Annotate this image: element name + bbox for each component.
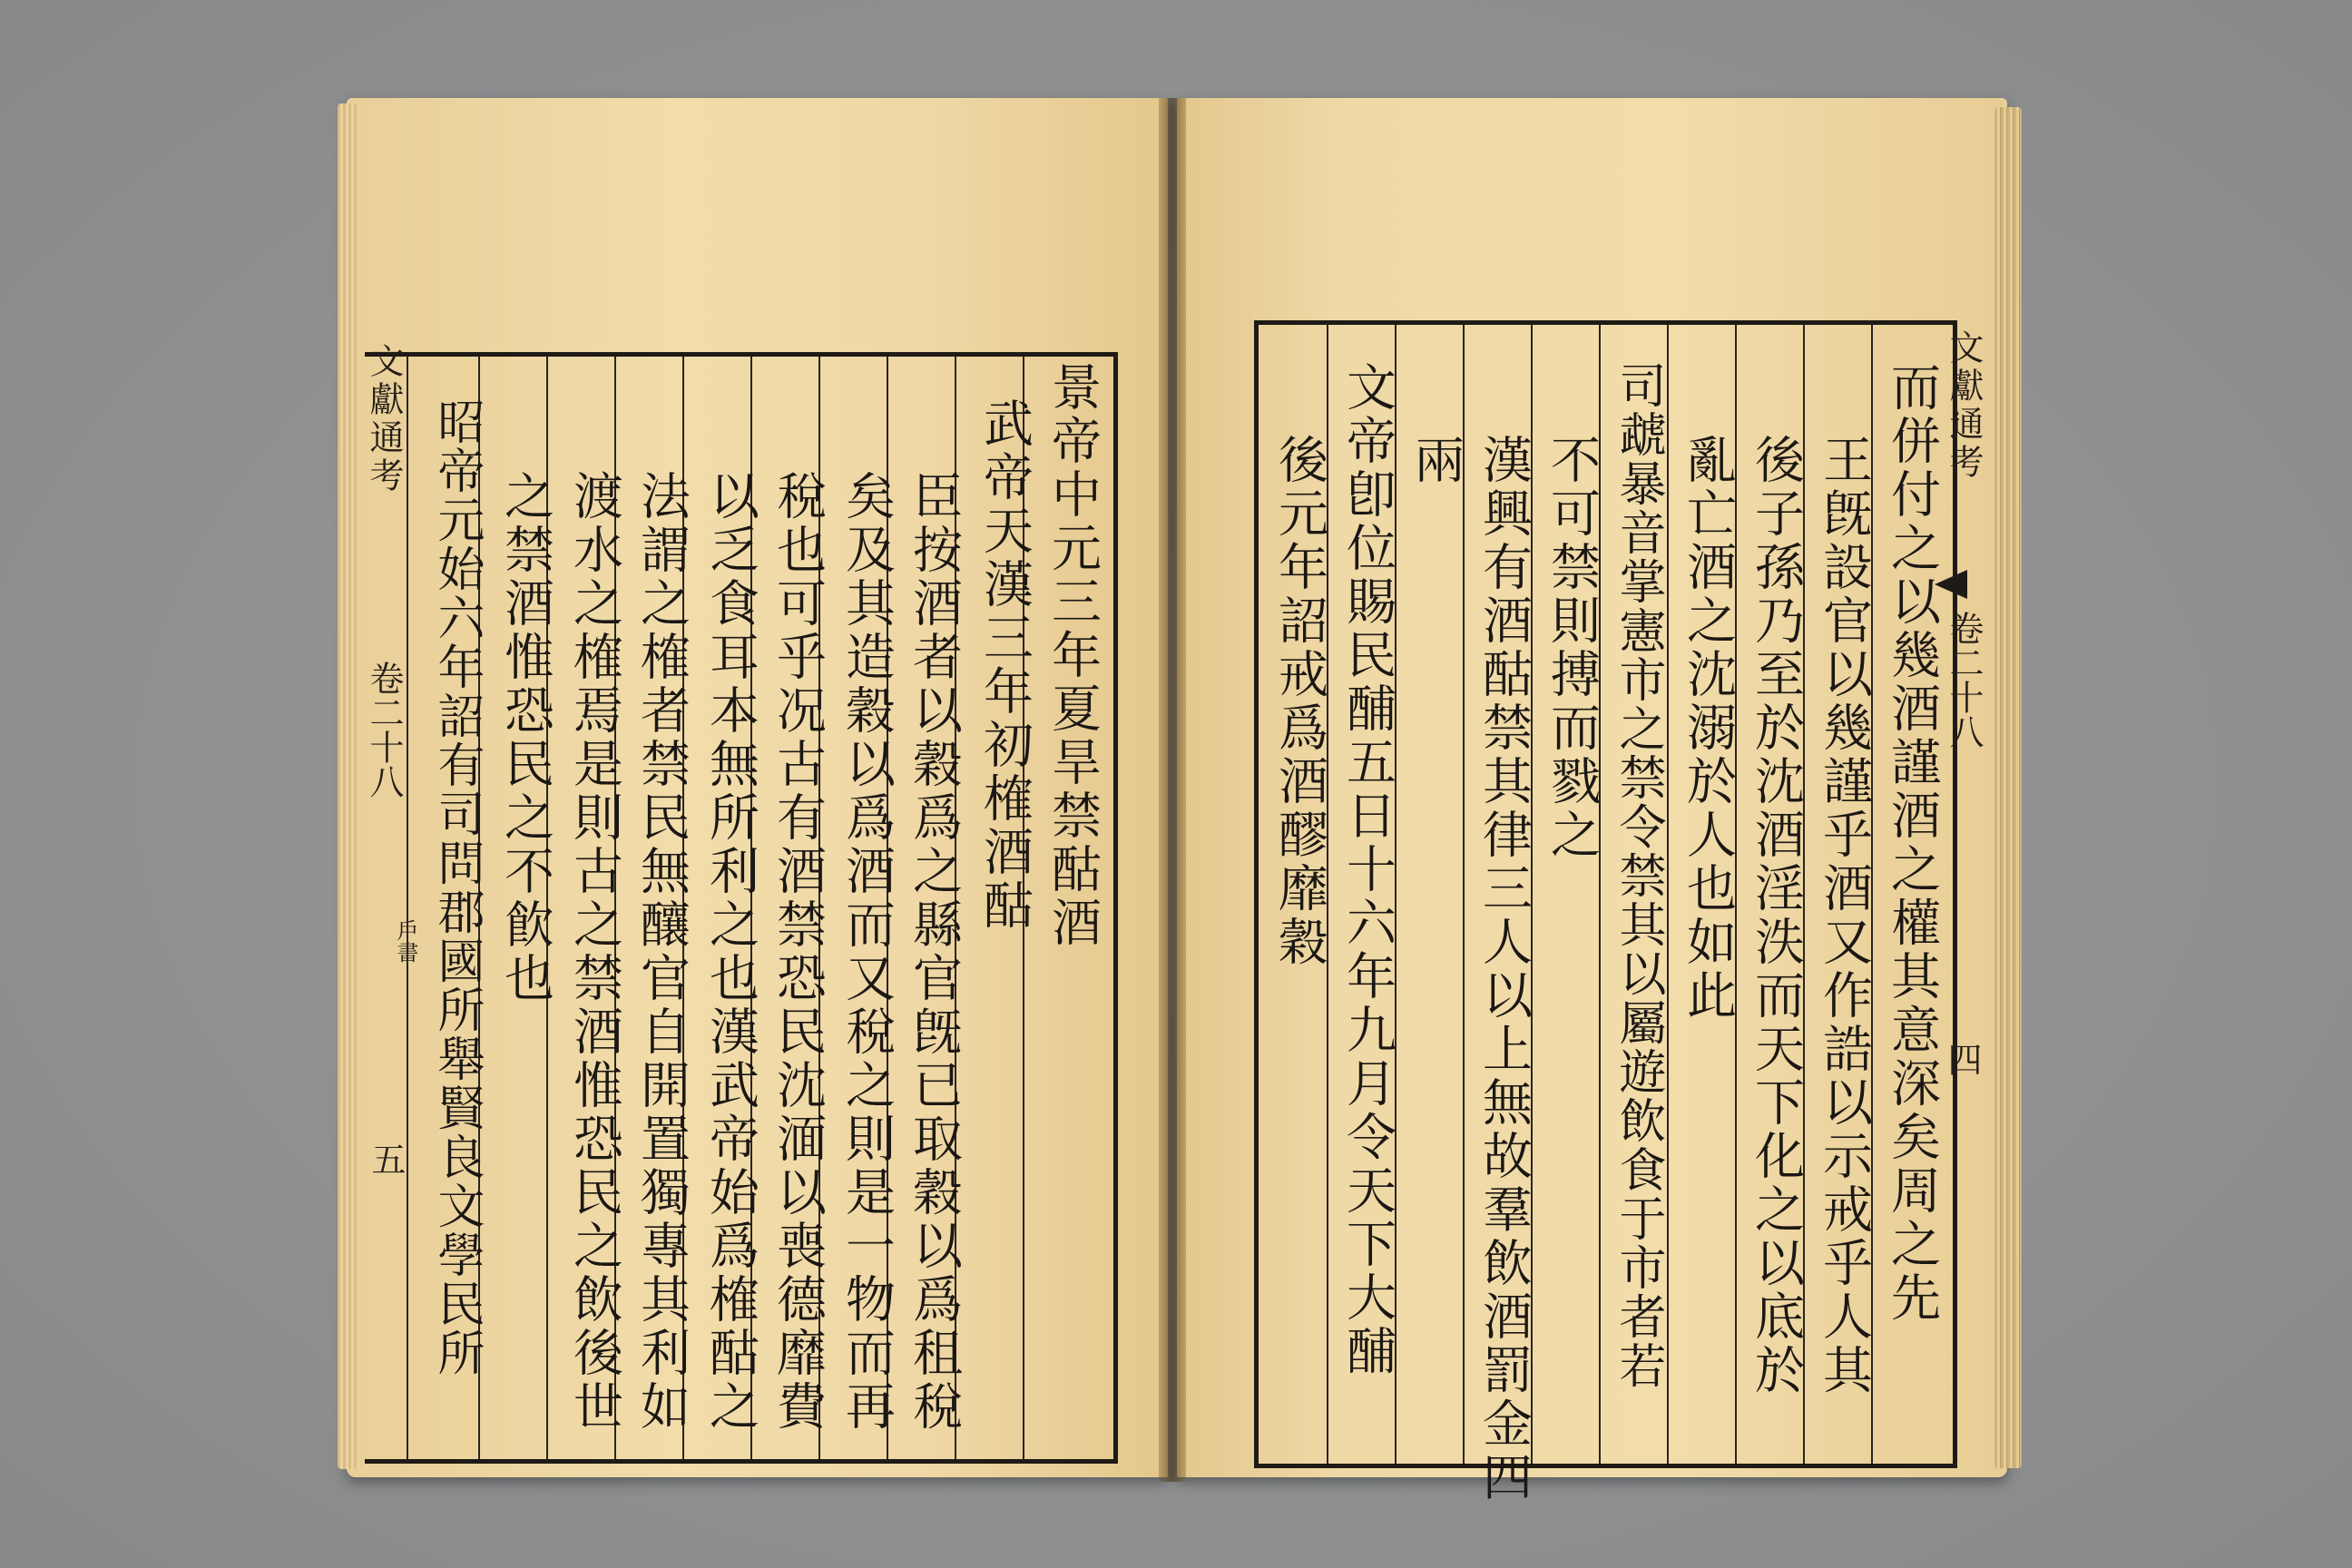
left-page (347, 98, 1168, 1477)
left-page-number: 五 (366, 1142, 406, 1176)
right-column-10: 後元年詔戒爲酒醪靡穀 (1270, 434, 1328, 969)
right-page-edge (1994, 107, 2022, 1468)
right-center-strip-chapter: 卷二十八 (1944, 611, 1984, 749)
left-page-edge (338, 103, 358, 1469)
left-column-5: 稅也可乎况古有酒禁恐民沈湎以喪德靡費 (769, 470, 827, 1434)
right-column-3: 後子孫乃至於沈酒淫泆而天下化之以底於 (1747, 434, 1805, 1397)
right-center-strip-title: 文獻通考 (1944, 329, 1984, 482)
right-column-5: 司虣暴音掌憲市之禁令禁其以屬遊飲食于市者若 (1611, 361, 1665, 1390)
left-column-7: 法謂之榷者禁民無釀官自開置獨專其利如 (632, 470, 691, 1434)
book-gutter (1159, 98, 1186, 1482)
left-column-10: 昭帝元始六年詔有司問郡國所舉賢良文學民所 (429, 397, 484, 1377)
rule-line (1463, 325, 1465, 1464)
open-book (347, 98, 2007, 1504)
right-column-9: 文帝卽位賜民酺五日十六年九月令天下大酺 (1338, 361, 1396, 1378)
left-column-4: 矣及其造穀以爲酒而又稅之則是一物而再 (838, 470, 896, 1434)
left-center-strip-title: 文獻通考 (364, 343, 404, 495)
left-center-strip-chapter: 卷二十八 (364, 661, 404, 799)
right-page (1177, 98, 2007, 1504)
left-column-2: 武帝天漢三年初榷酒酤 (975, 397, 1034, 933)
left-column-9: 之禁酒惟恐民之不飮也 (496, 470, 554, 1005)
left-column-1: 景帝中元三年夏旱禁酤酒 (1044, 361, 1102, 950)
left-column-8: 渡水之榷焉是則古之禁酒惟恐民之飲後世 (565, 470, 623, 1434)
right-column-7: 漢興有酒酤禁其律三人以上無故羣飲酒罰金四 (1475, 434, 1533, 1504)
left-center-strip-section: 戶書 (393, 919, 418, 963)
right-column-1: 而併付之以幾酒謹酒之權其意深矣周之先 (1883, 361, 1941, 1325)
right-column-2: 王旣設官以幾謹乎酒又作誥以示戒乎人其 (1815, 434, 1873, 1397)
right-column-6: 不可禁則搏而戮之 (1543, 434, 1601, 862)
rule-line (407, 357, 408, 1459)
right-page-number: 四 (1942, 1042, 1982, 1076)
right-column-8: 兩 (1406, 434, 1465, 487)
right-column-4: 亂亡酒之沈溺於人也如此 (1679, 434, 1737, 1023)
left-column-6: 以乏食耳本無所利之也漢武帝始爲榷酤之 (701, 470, 760, 1434)
left-column-3: 臣按酒者以穀爲之縣官旣已取穀以爲租稅 (905, 470, 963, 1434)
